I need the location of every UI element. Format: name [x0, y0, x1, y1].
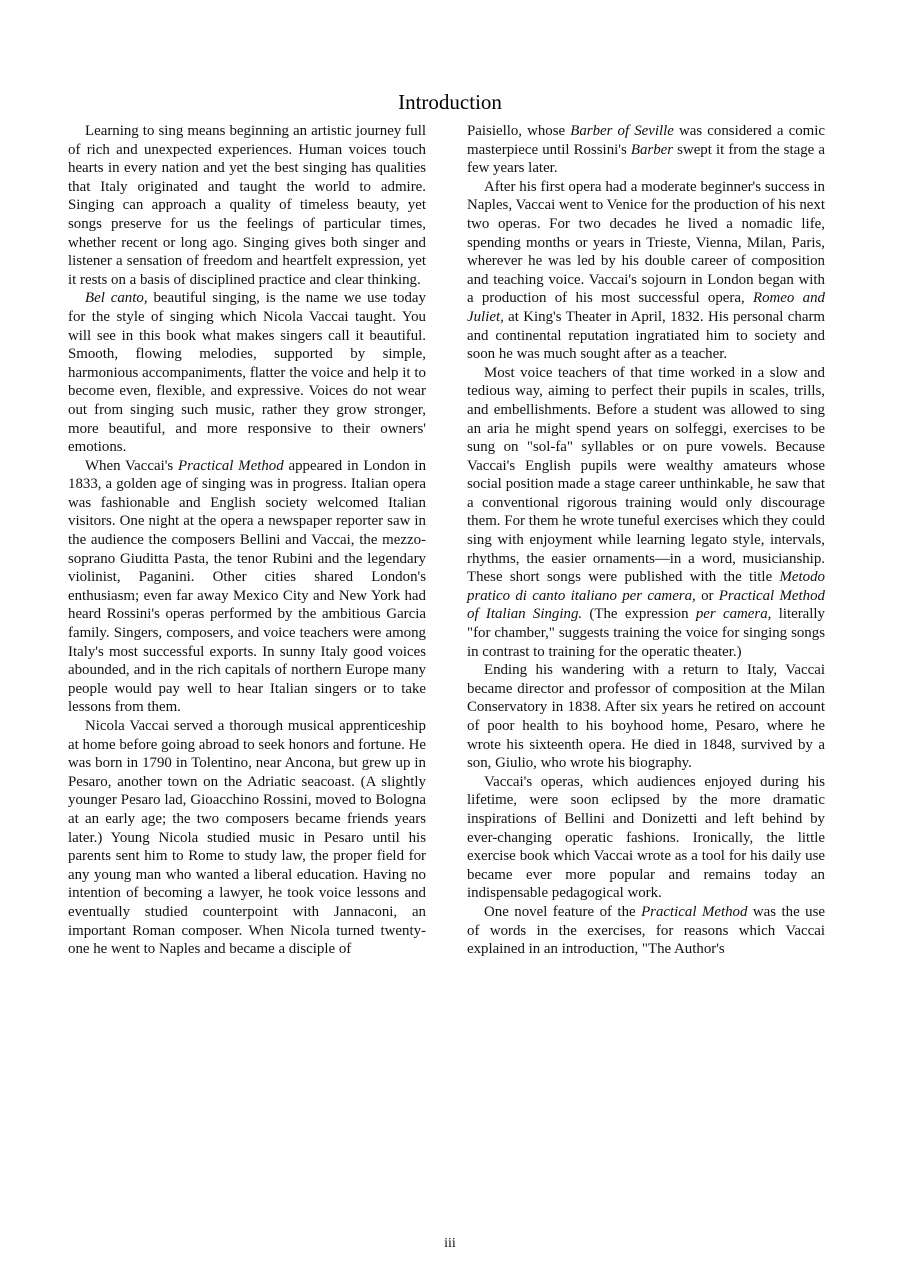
text-run: Nicola Vaccai served a thorough musical apprenticeship at home before going abroad to seek honors and fortune. He was born in 1790 in Tolentino, near Ancona, but grew up in Pesaro, another town on the Adriatic seacoast. (A slightly younger Pesaro lad, Gioacchino Rossini, moved to Bologna at an early age; the two composers became friends years later.) Young Nicola studied music in Pesaro until his parents sent him to Rome to study law, the proper field for any young man who wanted a liberal education. Having no intention of becoming a lawyer, he took voice lessons and eventually studied counterpoint with Jannaconi, an important Roman composer. When Nicola turned twenty-one he went to Naples and became a disciple of — [68, 718, 426, 958]
text-run: swept it from the stage a few years later. — [467, 141, 825, 177]
text-run: or — [695, 587, 719, 604]
paragraph — [467, 178, 825, 364]
text-run: Paisiello, whose — [467, 123, 571, 139]
right-column — [467, 122, 825, 959]
text-run: literally "for chamber," suggests training the voice for singing songs in contrast to training for the operatic theater.) — [467, 606, 826, 660]
paragraph — [68, 457, 426, 717]
left-column — [68, 122, 426, 959]
paragraph — [467, 122, 825, 178]
text-run: Vaccai's operas, which audiences enjoyed during his lifetime, were soon eclipsed by the more dramatic inspirations of Bellini and Donizetti and left behind by ever-changing operatic fashions. Ironically, the little exercise book which Vaccai wrote as a tool for his daily use became ever more popular and remains today an indispensable pedagogical work. — [467, 773, 825, 902]
italic-text: Barber of Seville — [570, 123, 674, 139]
paragraph — [68, 289, 426, 456]
page-number: iii — [444, 1236, 456, 1251]
text-run: Most voice teachers of that time worked in a slow and tedious way, aiming to perfect their pupils in scales, trills, and embellishments. Before a student was allowed to sing an aria he might spend years on solfeggi, exercises to be sung on "sol-fa" syllables or on pure vowels. Because Vaccai's English pupils were wealthy amateurs whose social position made a stage career unthinkable, he saw that a conventional rigorous training would only discourage them. For them he wrote tuneful exercises which they could sing with enjoyment while learning legato style, intervals, rhythms, the easier ornaments—in a word, musicianship. These short songs were published with the title — [467, 364, 825, 586]
text-run: Learning to sing means beginning an artistic journey full of rich and unexpected experiences. Human voices touch hearts in every nation and yet the best singing has qualities that Italy originated and taught the world to admire. Singing can approach a quality of timeless beauty, yet songs preserve for us the feelings of particular times, whether recent or long ago. Singing gives both singer and listener a sensation of freedom and heartfelt expression, yet it rests on a basis of disciplined practice and clear thinking. — [68, 123, 426, 288]
paragraph — [467, 773, 825, 903]
italic-text: Metodo pratico di canto italiano per camera, — [467, 569, 825, 604]
italic-text: Bel canto, — [85, 290, 148, 307]
text-run: (The expression — [582, 606, 696, 623]
paragraph — [467, 364, 825, 662]
italic-text: per camera, — [695, 606, 772, 623]
paragraph — [467, 903, 825, 959]
italic-text: Practical Method — [641, 903, 748, 920]
italic-text: Practical Method of Italian Singing. — [467, 587, 825, 623]
text-run: was considered a comic masterpiece until Rossini's — [467, 123, 825, 158]
italic-text: Barber — [630, 141, 674, 158]
text-run: When Vaccai's — [85, 457, 178, 474]
italic-text: Practical Method — [178, 457, 284, 474]
text-run: at King's Theater in April, 1832. His personal charm and continental reputation ingratiated him to society and soon he was much sought after as a teacher. — [467, 308, 825, 363]
paragraph — [467, 661, 825, 773]
text-run: After his first opera had a moderate beginner's success in Naples, Vaccai went to Venice for the production of his next two operas. For two decades he lived a nomadic life, spending months or years in Trieste, Vienna, Milan, Paris, wherever he was led by his double career of composition and teaching voice. Vaccai's sojourn in London began with a production of his most successful opera, — [467, 178, 825, 307]
page-title: Introduction — [398, 90, 502, 114]
paragraph — [68, 122, 426, 289]
text-run: beautiful singing, is the name we use today for the style of singing which Nicola Vaccai taught. You will see in this book what makes singers call it beautiful. Smooth, flowing melodies, supported by simple, harmonious accompaniments, flatter the voice and help it to become even, flexible, and expressive. Voices do not wear out from singing such music, rather they grow stronger, more beautiful, and more responsive to their owners' emotions. — [68, 290, 426, 456]
text-run: One novel feature of the — [484, 903, 642, 920]
text-run: was the use of words in the exercises, for reasons which Vaccai explained in an introduction, "The Author's — [467, 903, 825, 958]
paragraph — [68, 717, 426, 959]
italic-text: Romeo and Juliet, — [467, 290, 825, 325]
text-run: appeared in London in 1833, a golden age of singing was in progress. Italian opera was fashionable and English society welcomed Italian visitors. One night at the opera a newspaper reporter saw in the audience the composers Bellini and Vaccai, the mezzo-soprano Giuditta Pasta, the tenor Rubini and the legendary violinist, Paganini. Other cities shared London's enthusiasm; even far away Mexico City and New York had heard Rossini's operas performed by the ambitious Garcia family. Singers, composers, and voice teachers were among Italy's most successful exports. In sunny Italy good voices abounded, and in the rich capitals of northern Europe many people would pay well to hear Italian singers or to take lessons from them. — [68, 457, 427, 716]
text-run: Ending his wandering with a return to Italy, Vaccai became director and professor of composition at the Milan Conservatory in 1838. After six years he retired on account of poor health to his boyhood home, Pesaro, where he wrote his sixteenth opera. He died in 1848, survived by a son, Giulio, who wrote his biography. — [467, 662, 825, 772]
